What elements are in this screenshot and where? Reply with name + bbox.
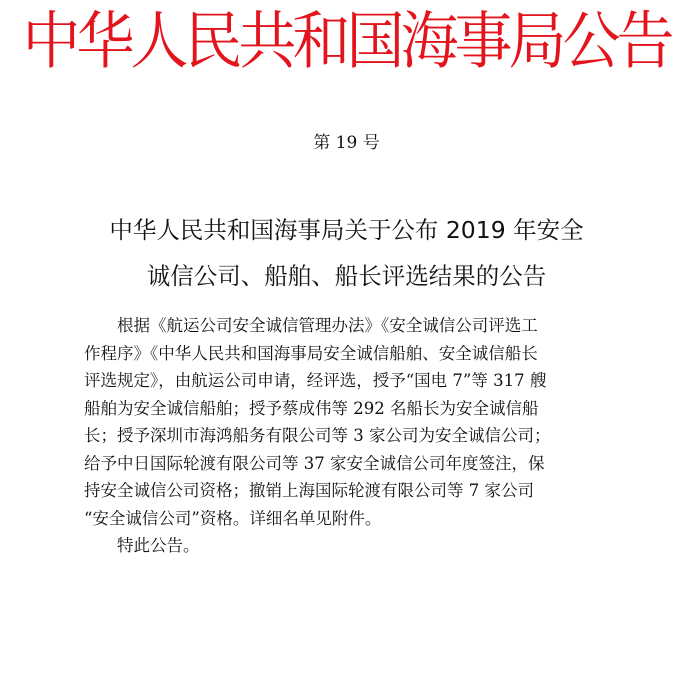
paragraph-line: 持安全诚信公司资格；撤销上海国际轮渡有限公司等 7 家公司 [84, 481, 534, 500]
paragraph-line: 评选规定》，由航运公司申请，经评选，授予“国电 7”等 317 艘 [84, 371, 547, 390]
body-paragraph-2 [84, 532, 604, 560]
paragraph-line: “安全诚信公司”资格。详细名单见附件。 [84, 508, 382, 528]
paragraph-line: 船舶为安全诚信船舶；授予蔡成伟等 292 名船长为安全诚信船 [84, 398, 539, 418]
title-line-1: 中华人民共和国海事局关于公布 2019 年安全 [109, 216, 584, 244]
issue-number: 第 19 号 [313, 133, 380, 153]
paragraph-line: 根据《航运公司安全诚信管理办法》《安全诚信公司评选工 [117, 316, 538, 335]
body-paragraph-1 [84, 312, 604, 532]
title-line-2: 诚信公司、船舶、船长评选结果的公告 [146, 262, 547, 290]
paragraph-line: 给予中日国际轮渡有限公司等 37 家安全诚信公司年度签注，保 [84, 453, 545, 473]
paragraph-line: 作程序》《中华人民共和国海事局安全诚信船舶、安全诚信船长 [84, 343, 538, 363]
masthead-title: 中华人民共和国海事局公告 [22, 4, 671, 78]
closing-line: 特此公告。 [117, 536, 200, 555]
announcement-body [84, 312, 604, 560]
announcement-title [60, 207, 633, 299]
paragraph-line: 长；授予深圳市海鸿船务有限公司等 3 家公司为安全诚信公司； [84, 426, 551, 445]
